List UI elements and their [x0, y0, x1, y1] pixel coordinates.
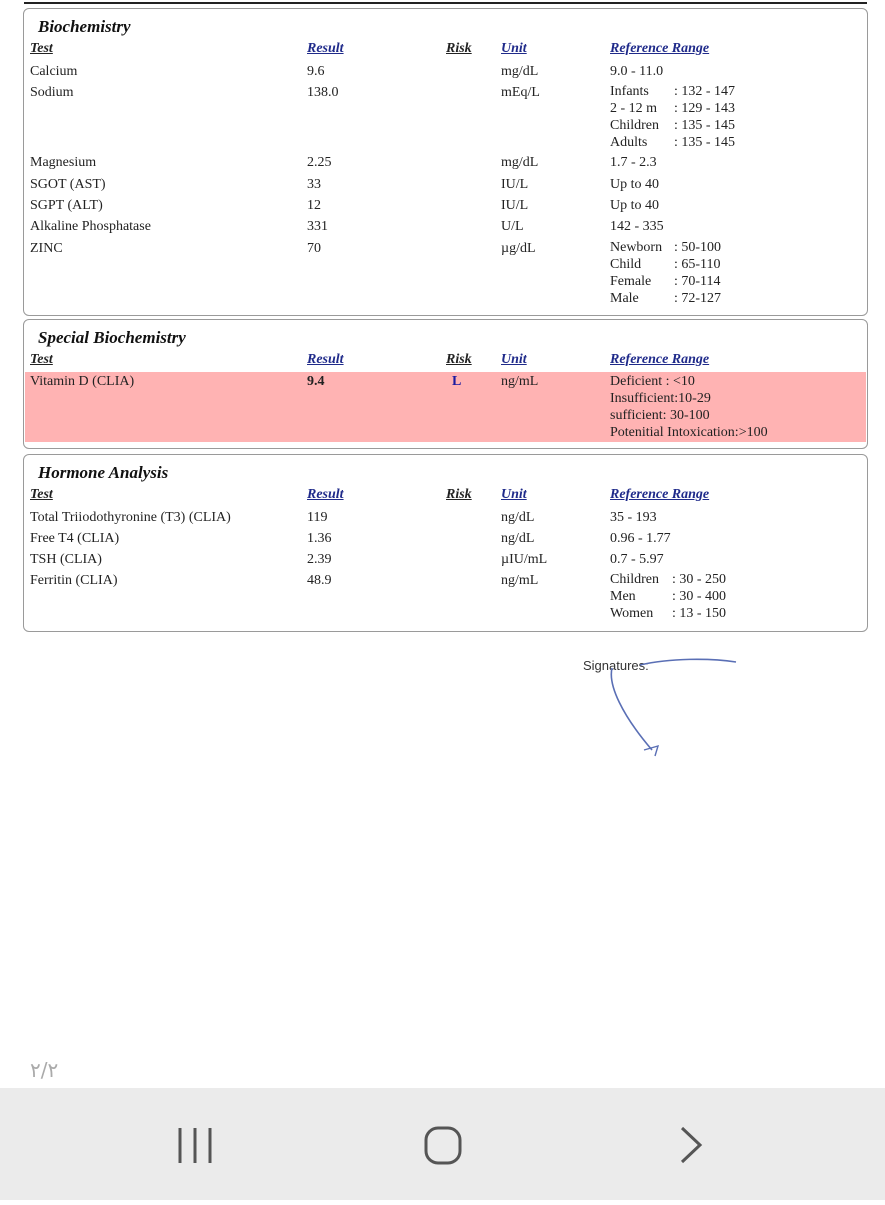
reference-range: 142 - 335	[610, 219, 664, 234]
range-label: 2 - 12 m	[610, 101, 658, 116]
header-test: Test	[30, 487, 53, 502]
range-line: sufficient: 30-100	[610, 408, 710, 423]
special-biochemistry-section	[23, 319, 868, 449]
header-result: Result	[307, 352, 344, 367]
unit-value: ng/dL	[501, 510, 535, 525]
range-value: : 135 - 145	[674, 118, 736, 133]
unit-value: µIU/mL	[501, 552, 548, 567]
range-value: : 70-114	[674, 274, 721, 289]
result-value: 2.39	[307, 552, 332, 567]
range-label: Children	[610, 118, 659, 133]
reference-range: 9.0 - 11.0	[610, 64, 664, 79]
page-indicator: ٢/٢	[30, 1058, 59, 1082]
result-value: 331	[307, 219, 328, 234]
reference-range	[610, 83, 735, 151]
top-divider	[24, 0, 867, 4]
result-value: 70	[307, 241, 321, 256]
range-line: Deficient : <10	[610, 374, 695, 389]
header-risk: Risk	[446, 487, 472, 502]
unit-value: ng/dL	[501, 531, 535, 546]
system-navigation-bar	[0, 1088, 885, 1200]
result-value: 48.9	[307, 573, 332, 588]
range-value: : 132 - 147	[674, 84, 736, 99]
risk-flag: L	[452, 374, 462, 389]
header-risk: Risk	[446, 41, 472, 56]
range-value: : 129 - 143	[674, 101, 736, 116]
header-unit: Unit	[501, 41, 527, 56]
test-name: Sodium	[30, 85, 74, 100]
test-name: ZINC	[30, 241, 63, 256]
range-label: Women	[610, 606, 654, 621]
reference-range: Up to 40	[610, 198, 659, 213]
range-line: Potenitial Intoxication:>100	[610, 425, 768, 440]
result-value: 12	[307, 198, 321, 213]
header-unit: Unit	[501, 487, 527, 502]
test-name: SGPT (ALT)	[30, 198, 103, 213]
range-label: Adults	[610, 135, 648, 150]
range-value: : 50-100	[674, 240, 722, 255]
header-reference-range: Reference Range	[610, 41, 710, 56]
unit-value: mg/dL	[501, 155, 539, 170]
range-value: : 135 - 145	[674, 135, 736, 150]
result-value: 119	[307, 510, 328, 525]
section-title: Special Biochemistry	[38, 328, 186, 347]
unit-value: ng/mL	[501, 573, 539, 588]
test-name: Magnesium	[30, 155, 97, 170]
reference-range	[610, 373, 768, 441]
range-label: Newborn	[610, 240, 663, 255]
header-result: Result	[307, 487, 344, 502]
header-reference-range: Reference Range	[610, 487, 710, 502]
range-value: : 65-110	[674, 257, 721, 272]
range-value: : 30 - 400	[672, 589, 727, 604]
range-label: Infants	[610, 84, 649, 99]
test-name: Alkaline Phosphatase	[30, 219, 151, 234]
result-value: 1.36	[307, 531, 332, 546]
range-value: : 13 - 150	[672, 606, 727, 621]
test-name: Vitamin D (CLIA)	[30, 374, 135, 389]
result-value: 9.4	[307, 374, 325, 389]
header-unit: Unit	[501, 352, 527, 367]
signature-mark	[600, 650, 740, 760]
header-result: Result	[307, 41, 344, 56]
result-value: 9.6	[307, 64, 325, 79]
recent-apps-icon	[136, 1088, 256, 1200]
reference-range: 1.7 - 2.3	[610, 155, 657, 170]
chevron-right-icon	[630, 1088, 750, 1200]
test-name: Free T4 (CLIA)	[30, 531, 120, 546]
section-title: Biochemistry	[38, 17, 131, 36]
unit-value: IU/L	[501, 198, 529, 213]
unit-value: µg/dL	[501, 241, 536, 256]
home-icon	[383, 1088, 503, 1200]
home-button[interactable]	[383, 1088, 503, 1200]
header-risk: Risk	[446, 352, 472, 367]
reference-range: 0.7 - 5.97	[610, 552, 664, 567]
test-name: Total Triiodothyronine (T3) (CLIA)	[30, 510, 231, 525]
back-button[interactable]	[630, 1088, 750, 1200]
section-title: Hormone Analysis	[38, 463, 169, 482]
range-label: Male	[610, 291, 639, 306]
range-line: Insufficient:10-29	[610, 391, 711, 406]
reference-range: 35 - 193	[610, 510, 657, 525]
range-label: Men	[610, 589, 636, 604]
range-label: Child	[610, 257, 642, 272]
unit-value: U/L	[501, 219, 524, 234]
biochemistry-section	[23, 8, 868, 316]
reference-range	[610, 571, 726, 622]
recent-apps-button[interactable]	[136, 1088, 256, 1200]
unit-value: IU/L	[501, 177, 529, 192]
range-value: : 30 - 250	[672, 572, 727, 587]
header-reference-range: Reference Range	[610, 352, 710, 367]
result-value: 138.0	[307, 85, 339, 100]
reference-range: Up to 40	[610, 177, 659, 192]
test-name: TSH (CLIA)	[30, 552, 102, 567]
result-value: 2.25	[307, 155, 332, 170]
reference-range	[610, 239, 721, 307]
header-test: Test	[30, 352, 53, 367]
result-value: 33	[307, 177, 321, 192]
range-label: Children	[610, 572, 659, 587]
range-value: : 72-127	[674, 291, 722, 306]
unit-value: mEq/L	[501, 85, 540, 100]
unit-value: mg/dL	[501, 64, 539, 79]
hormone-analysis-section	[23, 454, 868, 632]
unit-value: ng/mL	[501, 374, 539, 389]
test-name: Calcium	[30, 64, 78, 79]
test-name: Ferritin (CLIA)	[30, 573, 118, 588]
signature-label: Signatures:	[583, 658, 649, 673]
header-test: Test	[30, 41, 53, 56]
test-name: SGOT (AST)	[30, 177, 106, 192]
range-label: Female	[610, 274, 652, 289]
reference-range: 0.96 - 1.77	[610, 531, 671, 546]
